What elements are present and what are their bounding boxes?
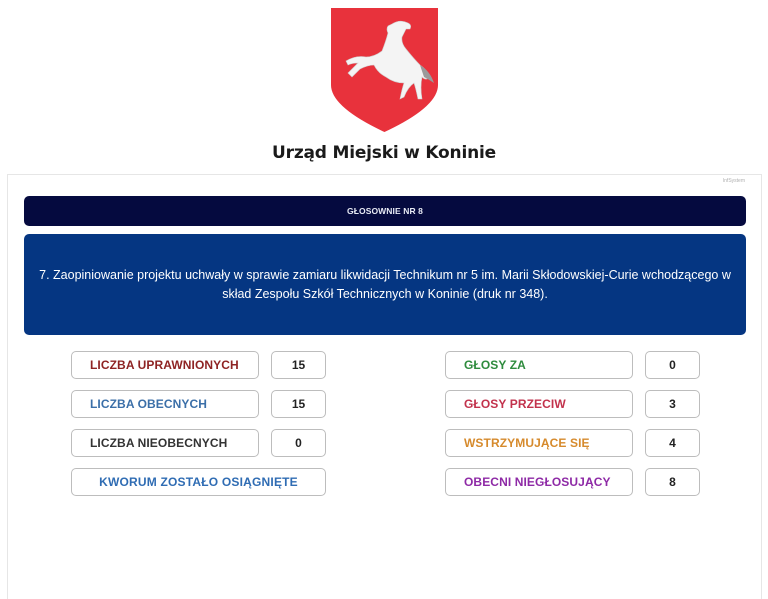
stat-label-votes-against — [445, 390, 633, 418]
stat-label-text: GŁOSY PRZECIW — [464, 397, 566, 411]
agenda-item-text: 7. Zaopiniowanie projektu uchwały w sprawie zamiaru likwidacji Technikum nr 5 im. Marii Skłodowskiej-Curie wchodzącego w skład Zespołu Szkół Technicznych w Koninie (druk nr 348). — [24, 234, 746, 335]
quorum-status — [71, 468, 326, 496]
stat-label-text: LICZBA NIEOBECNYCH — [90, 436, 228, 450]
org-title: Urząd Miejski w Koninie — [272, 143, 496, 163]
stat-label-abstained — [445, 429, 633, 457]
stat-label-present-not-voting — [445, 468, 633, 496]
brand-label: InfSystem — [722, 178, 745, 184]
stat-label-text: LICZBA OBECNYCH — [90, 397, 208, 411]
stat-value-absent: 0 — [271, 429, 326, 457]
stat-label-text: LICZBA UPRAWNIONYCH — [90, 358, 239, 372]
vote-number-header: GŁOSOWNIE NR 8 — [24, 196, 746, 226]
stat-value-abstained: 4 — [645, 429, 700, 457]
stat-label-eligible — [71, 351, 259, 379]
stat-label-text: GŁOSY ZA — [464, 358, 526, 372]
voting-card — [7, 174, 762, 599]
stat-label-text: OBECNI NIEGŁOSUJĄCY — [464, 475, 611, 489]
stat-label-present — [71, 390, 259, 418]
stat-value-present: 15 — [271, 390, 326, 418]
stat-value-votes-against: 3 — [645, 390, 700, 418]
stat-value-votes-for: 0 — [645, 351, 700, 379]
stat-label-votes-for — [445, 351, 633, 379]
quorum-status-text: KWORUM ZOSTAŁO OSIĄGNIĘTE — [99, 475, 298, 489]
stat-value-eligible: 15 — [271, 351, 326, 379]
stat-value-present-not-voting: 8 — [645, 468, 700, 496]
stat-label-text: WSTRZYMUJĄCE SIĘ — [464, 436, 590, 450]
stat-label-absent — [71, 429, 259, 457]
crest-icon — [330, 7, 439, 133]
